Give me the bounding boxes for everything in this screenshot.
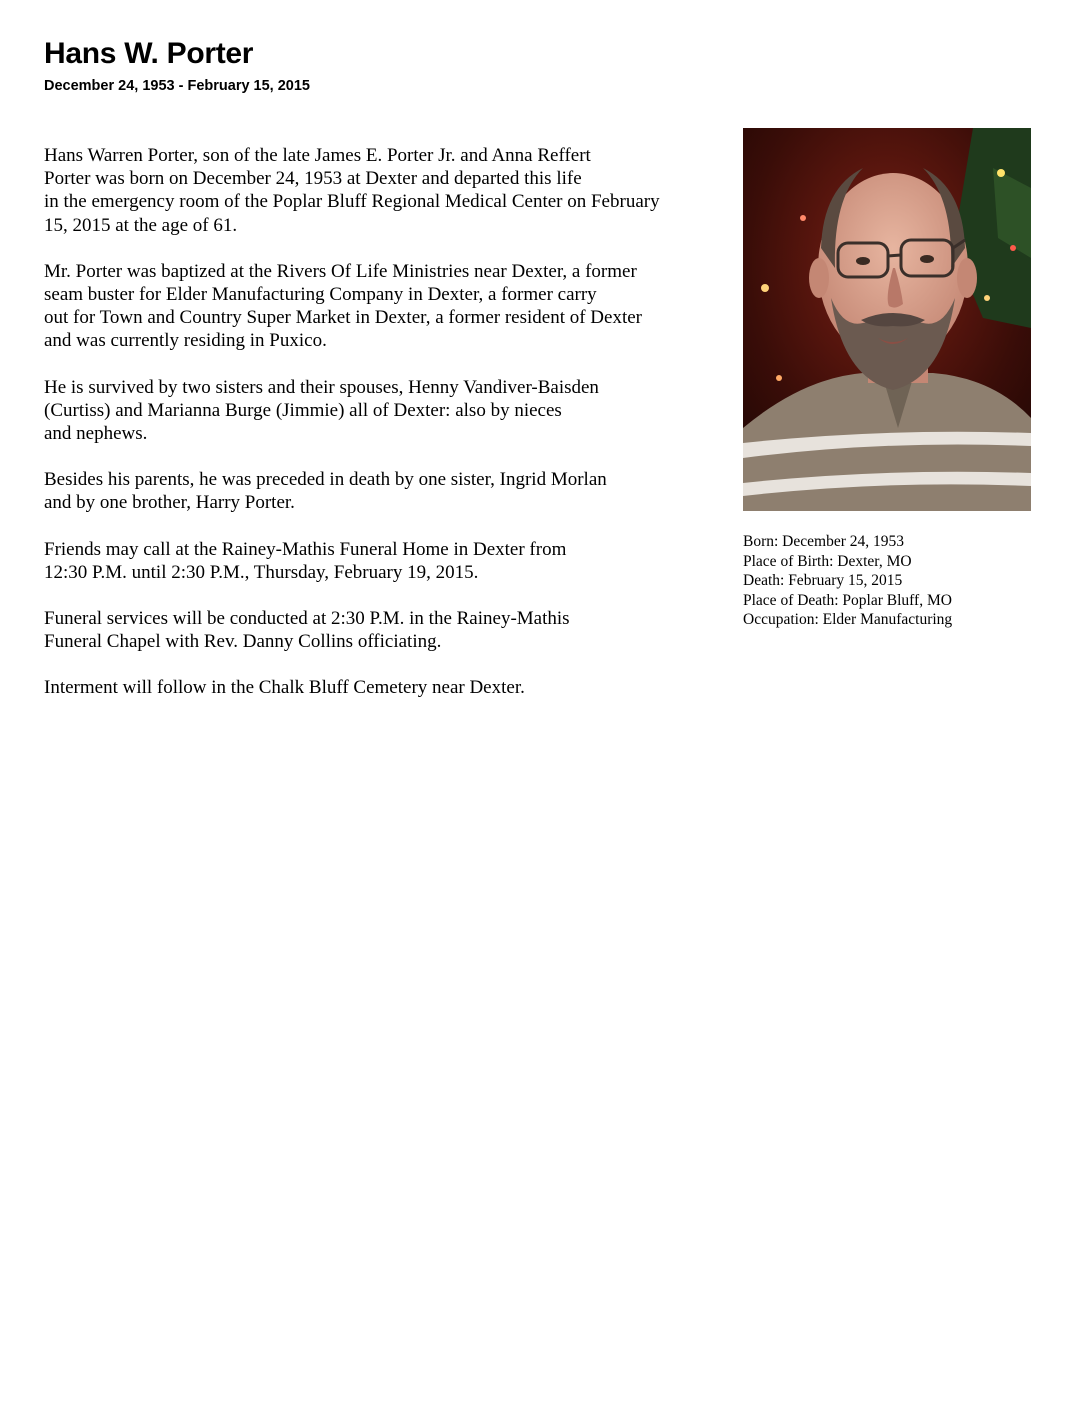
- fact-occupation: Occupation: Elder Manufacturing: [743, 611, 953, 628]
- fact-place-of-birth: Place of Birth: Dexter, MO: [743, 552, 912, 570]
- text-line: 15, 2015 at the age of 61.: [44, 214, 238, 236]
- text-line: Porter was born on December 24, 1953 at Dexter and departed this life: [44, 168, 582, 190]
- obituary-text: [44, 144, 749, 723]
- text-line: Funeral Chapel with Rev. Danny Collins officiating.: [44, 631, 442, 653]
- text-line: Hans Warren Porter, son of the late James E. Porter Jr. and Anna Reffert: [44, 145, 591, 166]
- obituary-paragraph: [44, 538, 749, 584]
- text-line: (Curtiss) and Marianna Burge (Jimmie) all of Dexter: also by nieces: [44, 399, 562, 421]
- portrait-photo: [743, 128, 1031, 511]
- text-line: 12:30 P.M. until 2:30 P.M., Thursday, February 19, 2015.: [44, 561, 479, 583]
- obituary-paragraph: [44, 607, 749, 653]
- text-line: and was currently residing in Puxico.: [44, 330, 327, 352]
- text-line: Friends may call at the Rainey-Mathis Funeral Home in Dexter from: [44, 538, 567, 560]
- obituary-paragraph: [44, 260, 749, 353]
- text-line: and by one brother, Harry Porter.: [44, 492, 295, 514]
- text-line: Interment will follow in the Chalk Bluff Cemetery near Dexter.: [44, 677, 525, 699]
- obituary-paragraph: [44, 376, 749, 446]
- text-line: Funeral services will be conducted at 2:30 P.M. in the Rainey-Mathis: [44, 608, 570, 630]
- fact-place-of-death: Place of Death: Poplar Bluff, MO: [743, 591, 952, 609]
- fact-born: Born: December 24, 1953: [743, 533, 904, 550]
- text-line: out for Town and Country Super Market in Dexter, a former resident of Dexter: [44, 307, 642, 329]
- text-line: seam buster for Elder Manufacturing Company in Dexter, a former carry: [44, 284, 597, 306]
- text-line: He is survived by two sisters and their spouses, Henny Vandiver-Baisden: [44, 376, 599, 398]
- obituary-paragraph: [44, 676, 749, 699]
- text-line: and nephews.: [44, 423, 148, 445]
- text-line: in the emergency room of the Poplar Bluff Regional Medical Center on February: [44, 191, 660, 213]
- life-dates: December 24, 1953 - February 15, 2015: [44, 78, 310, 94]
- page-title: Hans W. Porter: [44, 37, 254, 70]
- text-line: Mr. Porter was baptized at the Rivers Of Life Ministries near Dexter, a former: [44, 260, 637, 282]
- text-line: Besides his parents, he was preceded in death by one sister, Ingrid Morlan: [44, 469, 607, 491]
- fact-death: Death: February 15, 2015: [743, 572, 903, 589]
- obituary-paragraph: [44, 468, 749, 514]
- vital-facts: [743, 532, 952, 630]
- obituary-paragraph: [44, 144, 749, 237]
